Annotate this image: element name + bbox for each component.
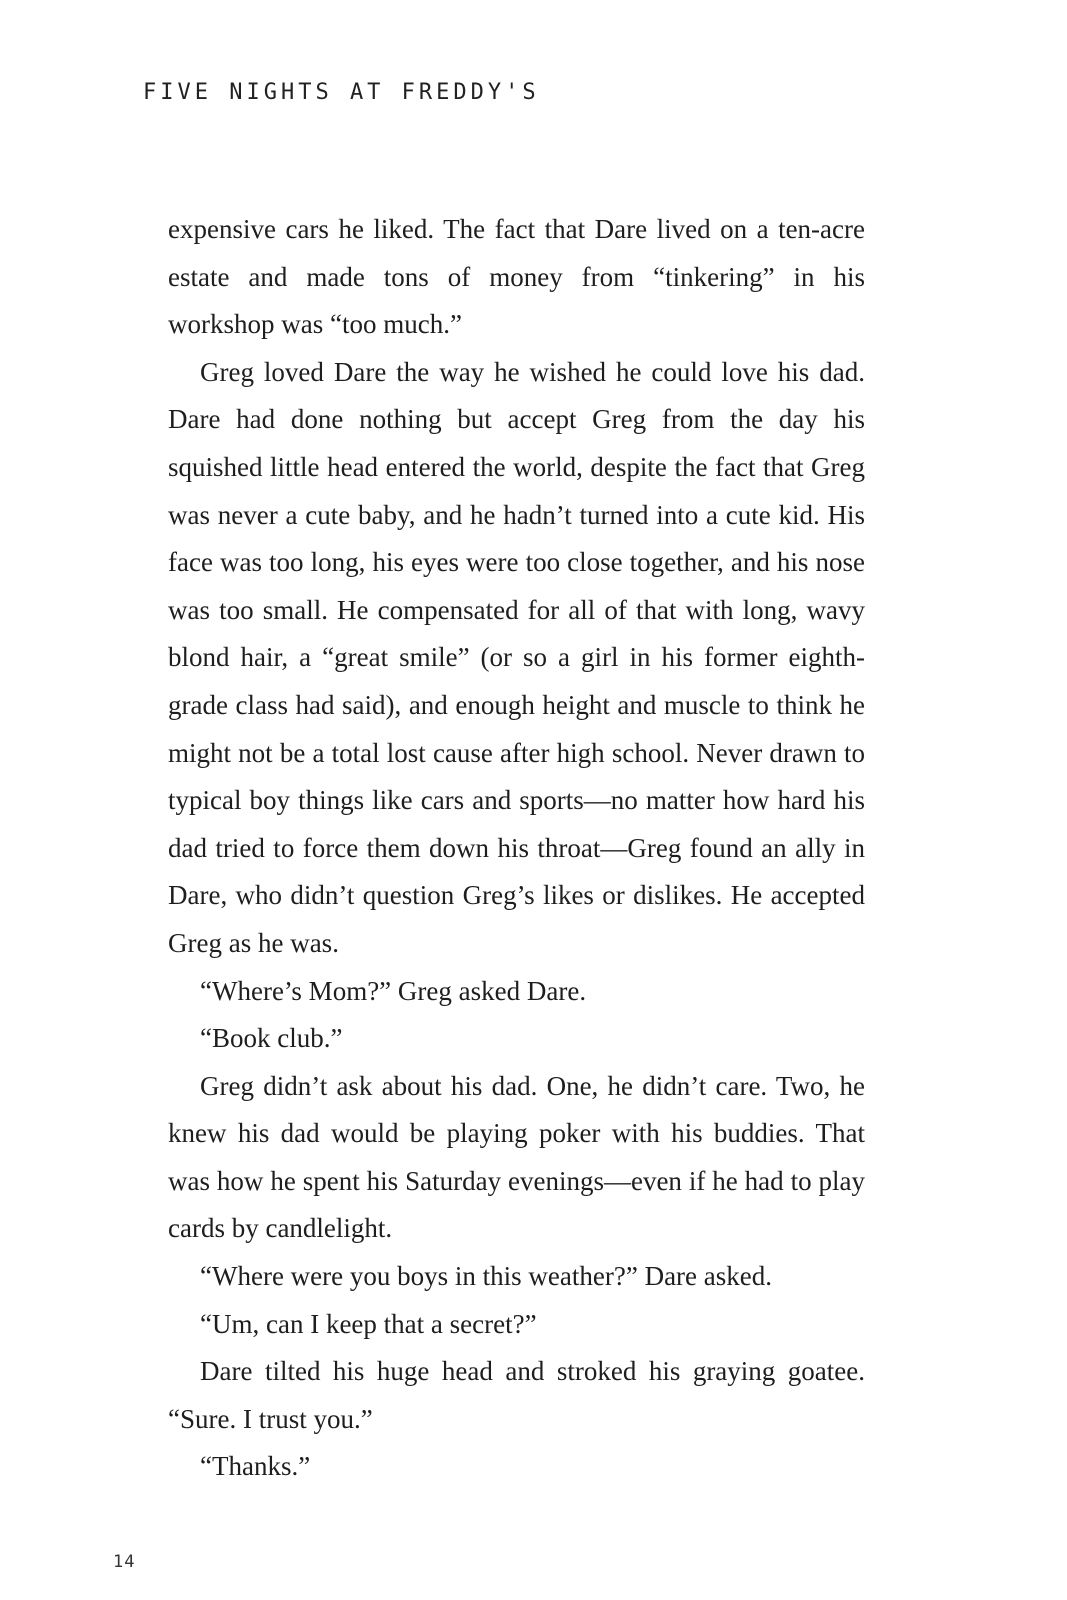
paragraph: Dare tilted his huge head and stroked his graying goatee. “Sure. I trust you.” [168, 1356, 865, 1434]
paragraph: “Um, can I keep that a secret?” [200, 1308, 537, 1339]
paragraph: “Where were you boys in this weather?” Dare asked. [200, 1261, 772, 1292]
running-head: FIVE NIGHTS AT FREDDY'S [143, 80, 540, 105]
paragraph: Greg loved Dare the way he wished he could love his dad. Dare had done nothing but accept Greg from the day his squished little head entered the world, despite the fact that Greg was never a cute baby, and he hadn’t turned into a cute kid. His face was too long, his eyes were too close together, and his nose was too small. He compensated for all of that with long, wavy blond hair, a “great smile” (or so a girl in his former eighth-grade class had said), and enough height and muscle to think he might not be a total lost cause after high school. Never drawn to typical boy things like cars and sports—no matter how hard his dad tried to force them down his throat—Greg found an ally in Dare, who didn’t question Greg’s likes or dislikes. He accepted Greg as he was. [168, 356, 865, 958]
paragraph: Greg didn’t ask about his dad. One, he didn’t care. Two, he knew his dad would be playing poker with his buddies. That was how he spent his Saturday evenings—even if he had to play cards by candlelight. [168, 1070, 865, 1244]
paragraph: expensive cars he liked. The fact that Dare lived on a ten-acre estate and made tons of money from “tinkering” in his workshop was “too much.” [168, 214, 865, 340]
paragraph: “Where’s Mom?” Greg asked Dare. [200, 975, 587, 1006]
page-number: 14 [113, 1552, 136, 1572]
body-text [168, 206, 865, 1491]
paragraph: “Book club.” [200, 1023, 343, 1054]
paragraph: “Thanks.” [200, 1451, 311, 1482]
